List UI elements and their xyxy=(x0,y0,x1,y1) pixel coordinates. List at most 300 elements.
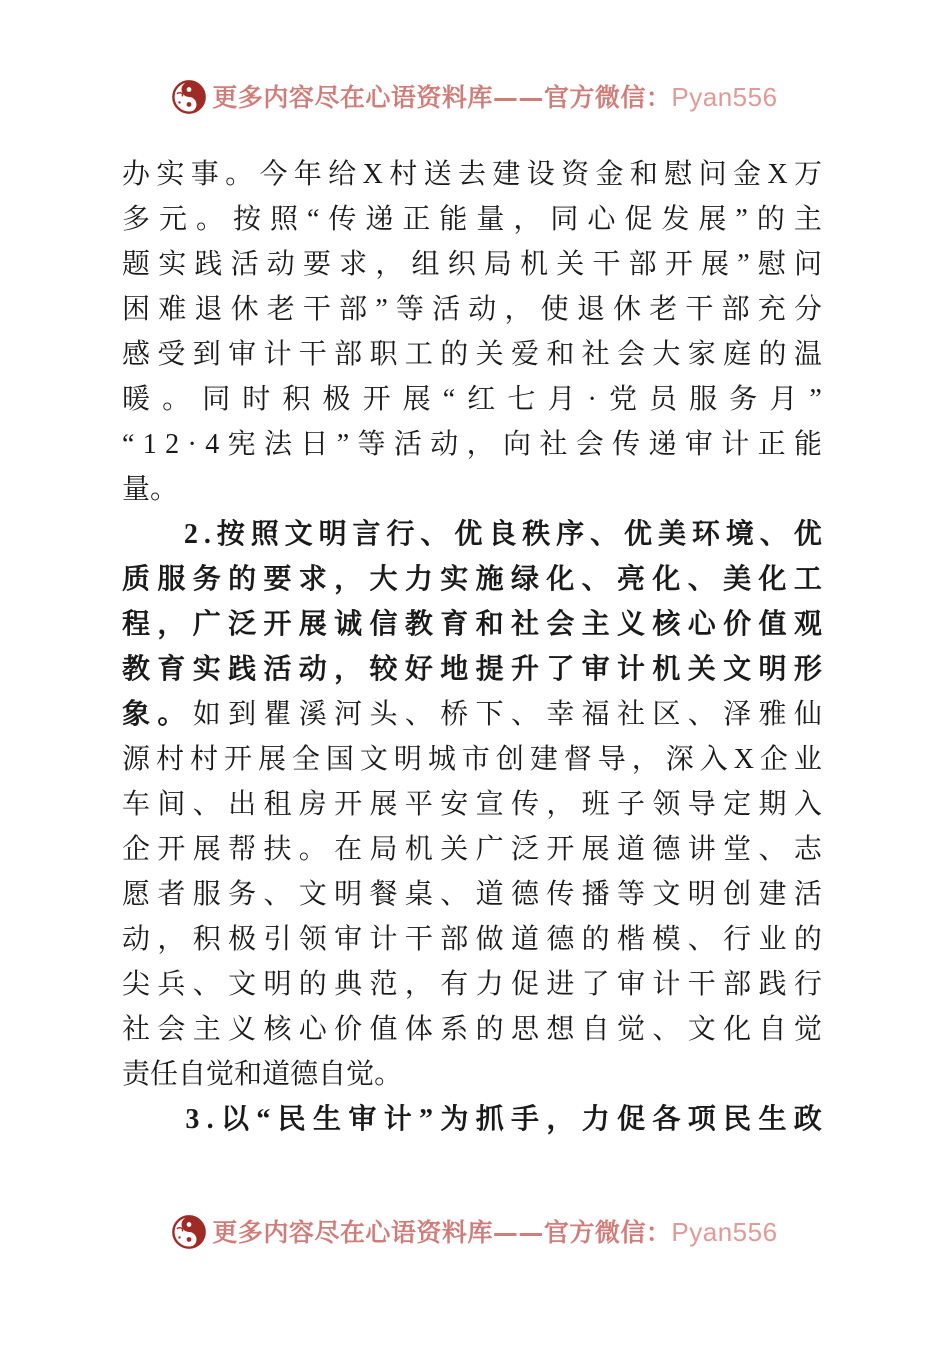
glyph: 4 xyxy=(205,429,220,460)
glyph: 同 xyxy=(550,204,579,235)
glyph: 自 xyxy=(318,1059,347,1090)
glyph: 送 xyxy=(423,159,452,190)
text-line xyxy=(122,152,822,197)
glyph: 职 xyxy=(369,339,398,370)
glyph: 元 xyxy=(159,204,188,235)
glyph: 、 xyxy=(581,564,610,595)
glyph: ” xyxy=(375,294,388,325)
glyph: 按 xyxy=(233,204,262,235)
glyph: 深 xyxy=(665,744,694,775)
glyph: 下 xyxy=(475,699,504,730)
glyph: 价 xyxy=(334,1014,363,1045)
glyph: 局 xyxy=(483,249,512,280)
glyph: 文 xyxy=(359,744,388,775)
watermark-account-id: Pyan556 xyxy=(671,1217,778,1247)
glyph: 房 xyxy=(298,789,327,820)
glyph: 道 xyxy=(617,834,646,865)
glyph: 车 xyxy=(122,789,151,820)
glyph: 关 xyxy=(440,834,469,865)
glyph: 能 xyxy=(793,429,822,460)
glyph: 休 xyxy=(613,294,642,325)
glyph: 社 xyxy=(581,339,610,370)
glyph: 日 xyxy=(300,429,329,460)
glyph: 地 xyxy=(440,654,469,685)
glyph: 期 xyxy=(758,789,787,820)
glyph: ， xyxy=(546,789,575,820)
watermark-bottom xyxy=(0,1215,950,1249)
glyph: 觉 xyxy=(206,1059,235,1090)
glyph: 多 xyxy=(122,204,151,235)
glyph: 定 xyxy=(723,789,752,820)
glyph: 会 xyxy=(546,609,575,640)
glyph: 义 xyxy=(228,1014,257,1045)
glyph: 境 xyxy=(725,519,754,550)
glyph: 教 xyxy=(404,609,433,640)
glyph: 平 xyxy=(404,789,433,820)
glyph: 务 xyxy=(192,564,221,595)
glyph: 开 xyxy=(263,609,292,640)
watermark-han-text: 更多内容尽在心语资料库——官方微信： xyxy=(212,83,672,112)
glyph: 行 xyxy=(386,519,415,550)
glyph: 安 xyxy=(440,789,469,820)
glyph: 的 xyxy=(228,564,257,595)
glyph: 提 xyxy=(475,654,504,685)
glyph: 项 xyxy=(687,1104,716,1135)
glyph: ， xyxy=(334,564,363,595)
glyph: 观 xyxy=(793,609,822,640)
glyph: 责 xyxy=(122,1059,151,1090)
glyph: 仙 xyxy=(793,699,822,730)
glyph: 值 xyxy=(369,1014,398,1045)
glyph: 进 xyxy=(546,969,575,1000)
glyph: 计 xyxy=(369,924,398,955)
glyph: 展 xyxy=(257,744,286,775)
glyph: 慰 xyxy=(757,249,786,280)
glyph: 活 xyxy=(393,429,422,460)
glyph: 有 xyxy=(440,969,469,1000)
glyph: 思 xyxy=(510,1014,539,1045)
glyph: 升 xyxy=(510,654,539,685)
glyph: 充 xyxy=(757,294,786,325)
glyph: 美 xyxy=(657,519,686,550)
glyph: 的 xyxy=(298,969,327,1000)
glyph: 间 xyxy=(157,789,186,820)
glyph: 、 xyxy=(652,1014,681,1045)
glyph: 1 xyxy=(142,429,157,460)
text-line xyxy=(122,332,822,377)
glyph: ， xyxy=(375,249,404,280)
glyph: · xyxy=(587,384,597,415)
glyph: 去 xyxy=(457,159,486,190)
glyph: 扶 xyxy=(263,834,292,865)
glyph: 溪 xyxy=(298,699,327,730)
glyph: 服 xyxy=(157,564,186,595)
glyph: 德 xyxy=(546,924,575,955)
glyph: 部 xyxy=(628,249,657,280)
glyph: 宪 xyxy=(227,429,256,460)
glyph: 等 xyxy=(357,429,386,460)
glyph: 传 xyxy=(612,429,641,460)
glyph: 讲 xyxy=(687,834,716,865)
glyph: 和 xyxy=(546,339,575,370)
glyph: 想 xyxy=(546,1014,575,1045)
glyph: 开 xyxy=(546,834,575,865)
glyph: “ xyxy=(442,384,456,415)
glyph: 文 xyxy=(723,654,752,685)
glyph: 向 xyxy=(502,429,531,460)
glyph: 明 xyxy=(758,654,787,685)
glyph: 、 xyxy=(687,699,716,730)
text-line xyxy=(122,197,822,242)
glyph: 觉 xyxy=(346,1059,375,1090)
glyph: 信 xyxy=(369,609,398,640)
glyph: 生 xyxy=(313,1104,342,1135)
glyph: 关 xyxy=(475,339,504,370)
glyph: 部 xyxy=(721,294,750,325)
glyph: 、 xyxy=(590,519,619,550)
glyph: 办 xyxy=(122,159,151,190)
glyph: 局 xyxy=(369,834,398,865)
glyph: 餐 xyxy=(369,879,398,910)
glyph: 年 xyxy=(293,159,322,190)
glyph: 力 xyxy=(581,1104,610,1135)
glyph: 极 xyxy=(322,384,351,415)
glyph: 导 xyxy=(687,789,716,820)
glyph: 递 xyxy=(365,204,394,235)
glyph: 开 xyxy=(362,384,391,415)
glyph: 行 xyxy=(723,924,752,955)
glyph: 干 xyxy=(592,249,621,280)
glyph: ” xyxy=(809,384,822,415)
text-line xyxy=(122,647,822,692)
glyph: 城 xyxy=(427,744,456,775)
glyph: 2 xyxy=(165,429,180,460)
glyph: 部 xyxy=(334,339,363,370)
glyph: 文 xyxy=(652,879,681,910)
glyph: 展 xyxy=(402,384,431,415)
glyph: 力 xyxy=(475,969,504,1000)
glyph: 德 xyxy=(510,879,539,910)
glyph: 企 xyxy=(759,744,788,775)
glyph: 、 xyxy=(759,519,788,550)
glyph: 区 xyxy=(652,699,681,730)
glyph: 建 xyxy=(492,159,521,190)
glyph: 典 xyxy=(334,969,363,1000)
glyph: 践 xyxy=(758,969,787,1000)
glyph: 活 xyxy=(263,654,292,685)
glyph: 3 xyxy=(185,1104,200,1135)
glyph: 干 xyxy=(687,969,716,1000)
glyph: 秩 xyxy=(522,519,551,550)
glyph: 企 xyxy=(122,834,151,865)
glyph: 极 xyxy=(228,924,257,955)
glyph: 动 xyxy=(468,294,497,325)
circular-fish-emblem-logo-icon xyxy=(172,1215,206,1249)
glyph: 的 xyxy=(793,924,822,955)
text-line xyxy=(122,872,822,917)
glyph: 文 xyxy=(687,1014,716,1045)
glyph: 展 xyxy=(701,249,730,280)
glyph: 核 xyxy=(652,609,681,640)
glyph: 能 xyxy=(439,204,468,235)
glyph: 创 xyxy=(495,744,524,775)
glyph: 、 xyxy=(687,924,716,955)
glyph: 活 xyxy=(432,294,461,325)
glyph: 时 xyxy=(242,384,271,415)
glyph: 部 xyxy=(723,969,752,1000)
glyph: 织 xyxy=(447,249,476,280)
glyph: 万 xyxy=(793,159,822,190)
glyph: 引 xyxy=(263,924,292,955)
glyph: 良 xyxy=(488,519,517,550)
glyph: ， xyxy=(404,969,433,1000)
glyph: 老 xyxy=(649,294,678,325)
glyph: ， xyxy=(513,204,542,235)
glyph: X xyxy=(362,159,383,190)
glyph: 志 xyxy=(793,834,822,865)
glyph: 广 xyxy=(192,609,221,640)
glyph: 践 xyxy=(228,654,257,685)
glyph: 心 xyxy=(687,609,716,640)
glyph: 金 xyxy=(595,159,624,190)
glyph: 明 xyxy=(334,879,363,910)
glyph: 宣 xyxy=(475,789,504,820)
glyph: 福 xyxy=(581,699,610,730)
glyph: 温 xyxy=(793,339,822,370)
glyph: 明 xyxy=(263,969,292,1000)
glyph: 机 xyxy=(520,249,549,280)
glyph: 、 xyxy=(263,879,292,910)
glyph: 开 xyxy=(664,249,693,280)
glyph: 退 xyxy=(194,294,223,325)
glyph: 实 xyxy=(156,159,185,190)
glyph: 、 xyxy=(420,519,449,550)
glyph: 部 xyxy=(440,924,469,955)
glyph: 务 xyxy=(729,384,758,415)
glyph: 积 xyxy=(282,384,311,415)
glyph: 要 xyxy=(302,249,331,280)
glyph: 和 xyxy=(234,1059,263,1090)
glyph: 道 xyxy=(475,879,504,910)
glyph: 、 xyxy=(404,699,433,730)
glyph: 审 xyxy=(348,1104,377,1135)
glyph: 文 xyxy=(228,969,257,1000)
glyph: 大 xyxy=(652,339,681,370)
glyph: 正 xyxy=(757,429,786,460)
glyph: 体 xyxy=(404,1014,433,1045)
glyph: 优 xyxy=(624,519,653,550)
glyph: 楷 xyxy=(617,924,646,955)
glyph: 等 xyxy=(617,879,646,910)
glyph: 觉 xyxy=(617,1014,646,1045)
glyph: 优 xyxy=(454,519,483,550)
glyph: 到 xyxy=(228,699,257,730)
glyph: 机 xyxy=(652,654,681,685)
glyph: 促 xyxy=(510,969,539,1000)
glyph: 暖 xyxy=(122,384,151,415)
glyph: 社 xyxy=(539,429,568,460)
glyph: 的 xyxy=(756,204,785,235)
glyph: 生 xyxy=(758,1104,787,1135)
glyph: 广 xyxy=(475,834,504,865)
glyph: 员 xyxy=(649,384,678,415)
glyph: 开 xyxy=(157,834,186,865)
glyph: 积 xyxy=(192,924,221,955)
glyph: 业 xyxy=(793,744,822,775)
glyph: 系 xyxy=(440,1014,469,1045)
glyph: 服 xyxy=(689,384,718,415)
glyph: 计 xyxy=(652,969,681,1000)
text-line xyxy=(122,917,822,962)
text-line xyxy=(122,512,822,557)
glyph: 实 xyxy=(440,564,469,595)
glyph: 形 xyxy=(793,654,822,685)
glyph: 者 xyxy=(157,879,186,910)
glyph: 会 xyxy=(157,1014,186,1045)
glyph: 民 xyxy=(723,1104,752,1135)
glyph: X xyxy=(767,159,788,190)
glyph: 开 xyxy=(223,744,252,775)
glyph: 帮 xyxy=(228,834,257,865)
text-line xyxy=(122,287,822,332)
glyph: 绿 xyxy=(510,564,539,595)
text-line xyxy=(122,782,822,827)
glyph: 正 xyxy=(402,204,431,235)
glyph: 主 xyxy=(192,1014,221,1045)
glyph: 到 xyxy=(192,339,221,370)
text-line xyxy=(122,827,822,872)
glyph: 机 xyxy=(404,834,433,865)
glyph: 展 xyxy=(581,834,610,865)
watermark-han-text: 更多内容尽在心语资料库——官方微信： xyxy=(212,1218,672,1247)
glyph: 关 xyxy=(556,249,585,280)
glyph: 干 xyxy=(298,339,327,370)
glyph: 自 xyxy=(758,1014,787,1045)
glyph: 村 xyxy=(189,744,218,775)
glyph: 道 xyxy=(510,924,539,955)
glyph: 主 xyxy=(793,204,822,235)
glyph: 、 xyxy=(440,879,469,910)
glyph: 化 xyxy=(723,1014,752,1045)
text-line xyxy=(122,1097,822,1142)
glyph: 使 xyxy=(540,294,569,325)
glyph: 月 xyxy=(547,384,576,415)
glyph: 质 xyxy=(122,564,151,595)
glyph: ， xyxy=(504,294,533,325)
glyph: 瞿 xyxy=(263,699,292,730)
glyph: 文 xyxy=(284,519,313,550)
text-line xyxy=(122,422,822,467)
glyph: 践 xyxy=(194,249,223,280)
glyph: 明 xyxy=(687,879,716,910)
glyph: 文 xyxy=(298,879,327,910)
glyph: 计 xyxy=(263,339,292,370)
glyph: 抓 xyxy=(475,1104,504,1135)
glyph: 分 xyxy=(793,294,822,325)
glyph: 村 xyxy=(389,159,418,190)
glyph: 难 xyxy=(158,294,187,325)
glyph: 老 xyxy=(266,294,295,325)
glyph: 育 xyxy=(157,654,186,685)
glyph: 诚 xyxy=(334,609,363,640)
glyph: 督 xyxy=(563,744,592,775)
glyph: 导 xyxy=(597,744,626,775)
glyph: 会 xyxy=(575,429,604,460)
glyph: 问 xyxy=(793,249,822,280)
glyph: · xyxy=(187,429,197,460)
glyph: 泛 xyxy=(510,834,539,865)
glyph: 做 xyxy=(475,924,504,955)
glyph: 金 xyxy=(732,159,761,190)
glyph: ” xyxy=(336,429,350,460)
glyph: 展 xyxy=(369,789,398,820)
glyph: 化 xyxy=(546,564,575,595)
glyph: 传 xyxy=(328,204,357,235)
glyph: ” xyxy=(735,204,748,235)
glyph: 展 xyxy=(698,204,727,235)
watermark-text xyxy=(212,1219,777,1245)
glyph: 爱 xyxy=(510,339,539,370)
glyph: 桥 xyxy=(440,699,469,730)
glyph: 以 xyxy=(220,1104,249,1135)
glyph: 教 xyxy=(122,654,151,685)
glyph: 全 xyxy=(291,744,320,775)
glyph: 审 xyxy=(334,924,363,955)
glyph: 值 xyxy=(758,609,787,640)
glyph: 社 xyxy=(122,1014,151,1045)
glyph: 班 xyxy=(581,789,610,820)
glyph: 工 xyxy=(793,564,822,595)
watermark-account-id: Pyan556 xyxy=(671,82,778,112)
glyph: 计 xyxy=(383,1104,412,1135)
glyph: “ xyxy=(122,429,135,460)
glyph: 组 xyxy=(411,249,440,280)
glyph: 各 xyxy=(652,1104,681,1135)
glyph: 尖 xyxy=(122,969,151,1000)
glyph: 题 xyxy=(122,249,151,280)
glyph: 计 xyxy=(721,429,750,460)
glyph: 月 xyxy=(769,384,798,415)
glyph: 明 xyxy=(393,744,422,775)
glyph: 今 xyxy=(259,159,288,190)
glyph: 给 xyxy=(328,159,357,190)
glyph: 感 xyxy=(122,339,151,370)
glyph: 。 xyxy=(225,159,254,190)
glyph: “ xyxy=(256,1104,271,1135)
glyph: 行 xyxy=(793,969,822,1000)
glyph: 象 xyxy=(122,699,151,730)
glyph: 育 xyxy=(440,609,469,640)
glyph: 动 xyxy=(122,924,151,955)
glyph: 施 xyxy=(475,564,504,595)
glyph: 心 xyxy=(298,1014,327,1045)
glyph: 手 xyxy=(511,1104,540,1135)
document-body xyxy=(122,152,822,1142)
glyph: 问 xyxy=(698,159,727,190)
glyph: 资 xyxy=(561,159,590,190)
glyph: 、 xyxy=(510,699,539,730)
glyph: 、 xyxy=(192,969,221,1000)
glyph: ， xyxy=(157,924,186,955)
glyph: 化 xyxy=(758,564,787,595)
glyph: . xyxy=(206,1104,214,1135)
glyph: 明 xyxy=(318,519,347,550)
glyph: 。 xyxy=(150,474,179,505)
text-line xyxy=(122,1007,822,1052)
glyph: 动 xyxy=(266,249,295,280)
glyph: 领 xyxy=(652,789,681,820)
glyph: 价 xyxy=(723,609,752,640)
